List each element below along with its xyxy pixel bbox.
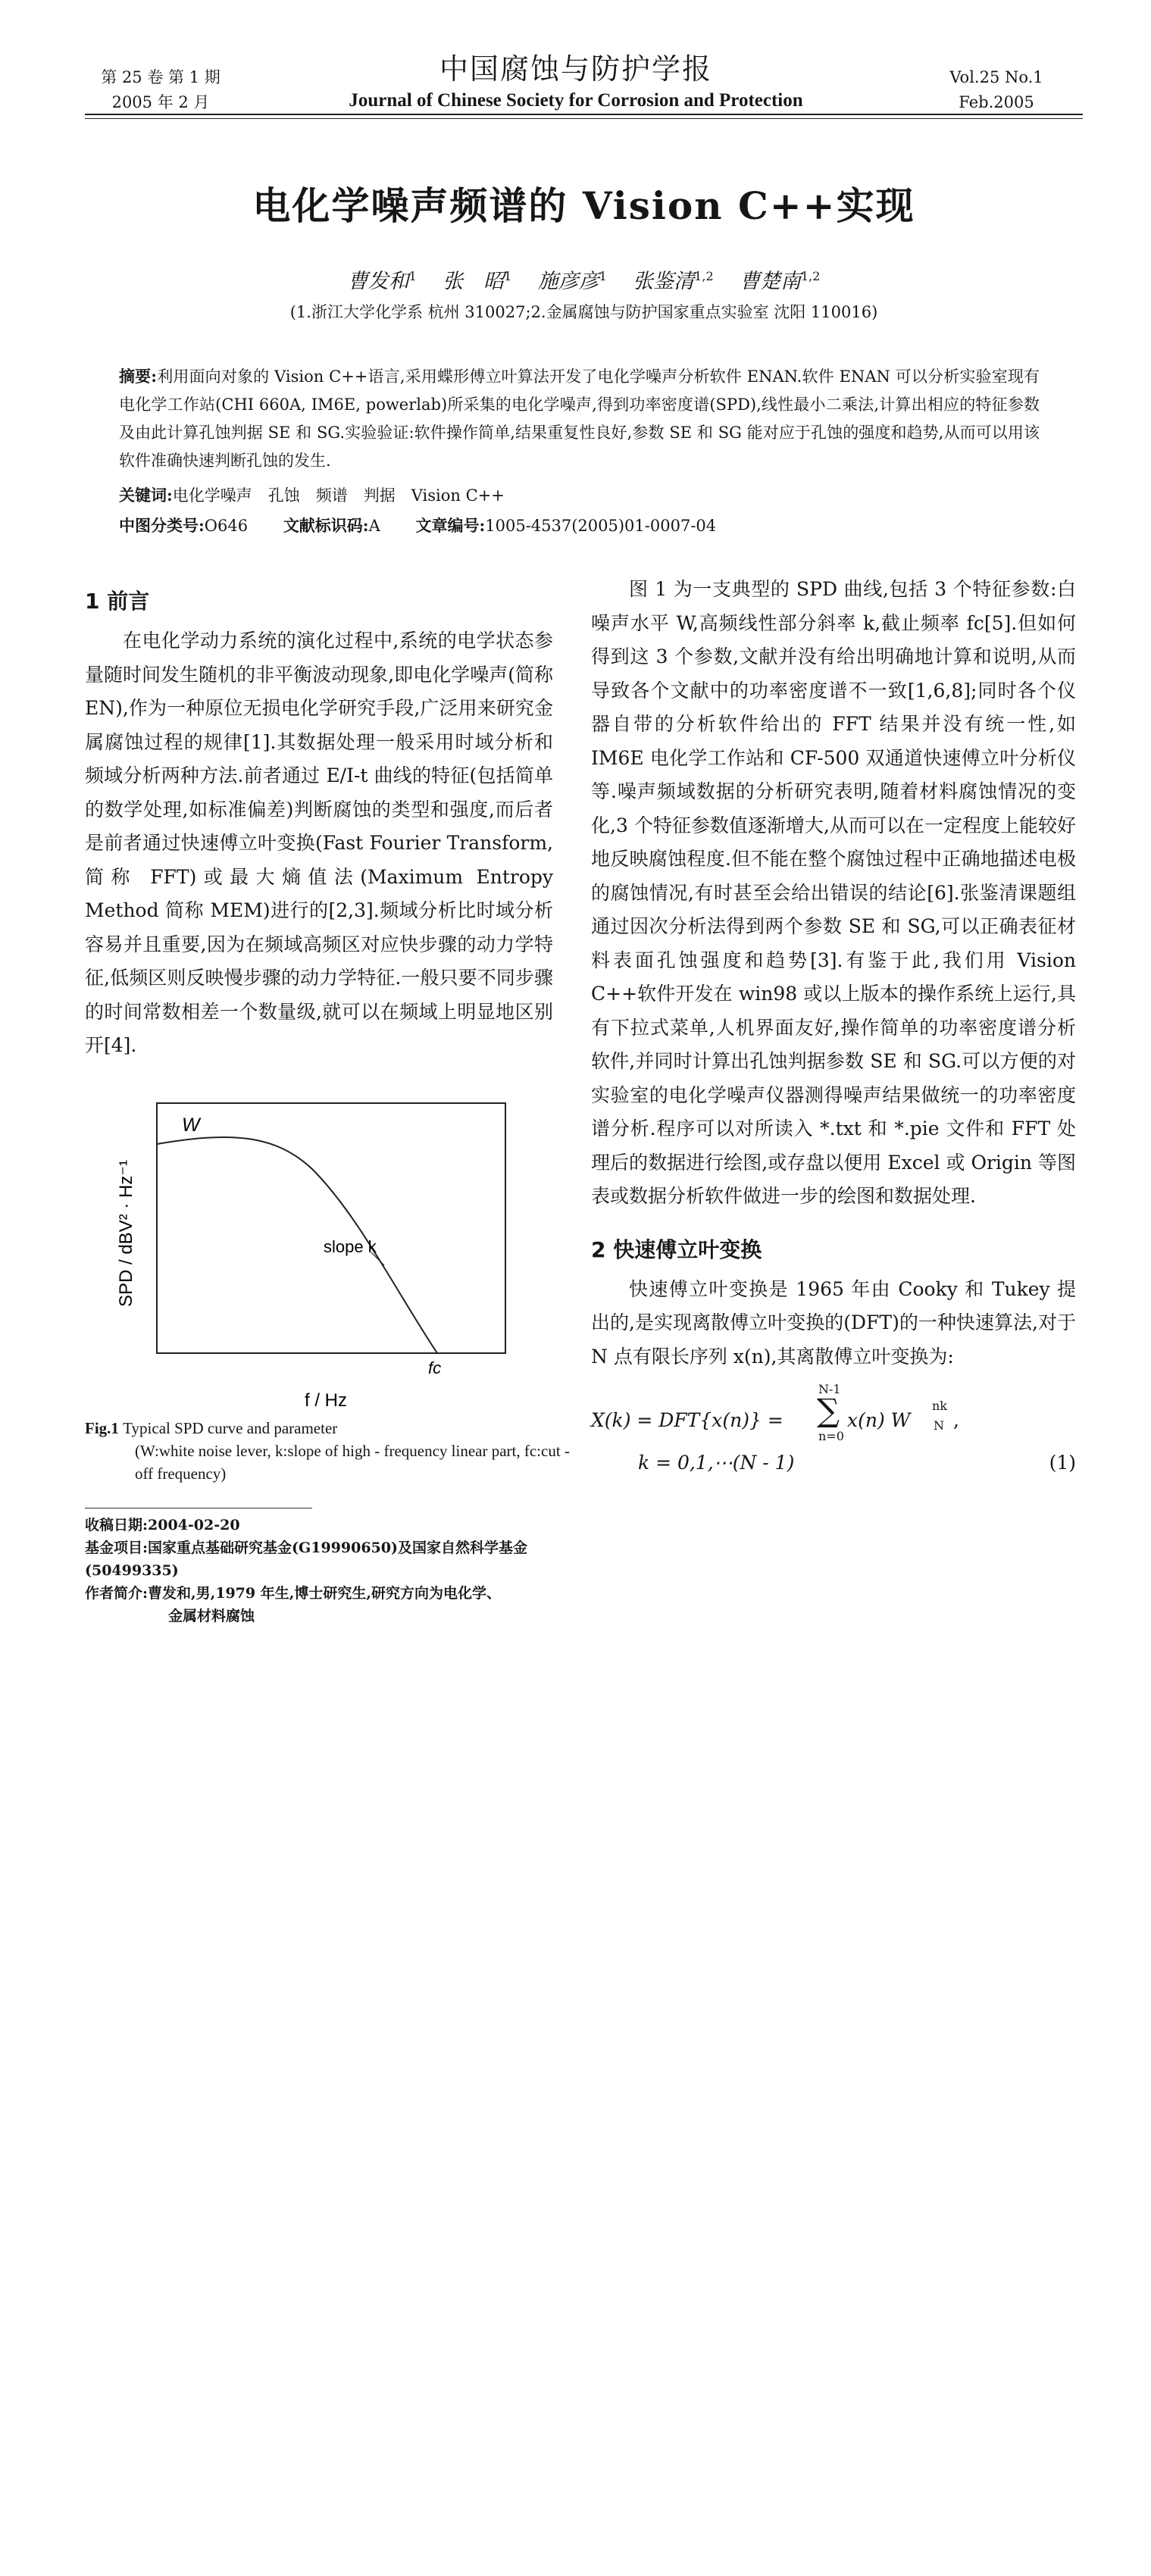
equation-rhs: x(n) W [847,1409,911,1431]
author-affiliation-mark: 1,2 [800,269,821,283]
author: 张 昭 [443,270,505,293]
journal-volume-en [909,65,1084,115]
paper-title: 电化学噪声频谱的 Vision C++实现 [252,183,915,228]
white-noise-label: W [182,1114,200,1136]
author-affiliation-mark: 1 [504,269,512,283]
figure-number: Fig.1 [85,1419,119,1437]
spd-curve [157,1137,437,1353]
abstract-text: 利用面向对象的 Vision C++语言,采用蝶形傅立叶算法开发了电化学噪声分析软件 ENAN.软件 ENAN 可以分析实验室现有电化学工作站(CHI 660A, IM6E, powerlab)所采集的电化学噪声,得到功率密度谱(SPD),线性最小二乘法,计算出相应的特征参数及由此计算孔蚀判据 SE 和 SG.实验验证:软件操作简单,结果重复性良好,参数 SE 和 SG 能对应于孔蚀的强度和趋势,从而可以用该软件准确快速判断孔蚀的发生. [119,367,1040,470]
x-axis-label: f / Hz [305,1390,348,1411]
equation-range: k = 0,1,⋯(N - 1) [638,1452,795,1474]
author-affiliation-mark: 1,2 [694,269,714,283]
doc-code: A [368,517,380,535]
author-list [85,261,1083,297]
journal-name [288,50,864,114]
journal-name-cn: 中国腐蚀与防护学报 [439,52,712,86]
equation-1 [591,1383,1076,1481]
volume-issue: 第 25 卷 第 1 期 [101,68,221,86]
slope-label: slope k [324,1237,377,1256]
twiddle-subscript: N [934,1418,944,1433]
issue-date-en: Feb.2005 [959,93,1034,111]
right-column [591,573,1076,1481]
summation-sign: ∑ [817,1392,840,1429]
twiddle-superscript: nk [932,1399,947,1413]
keywords-label: 关键词: [119,486,173,505]
journal-issue-info [85,65,236,115]
classification-line [119,512,1040,539]
header-rule-thin [85,118,1083,119]
equation-lhs: X(k) = DFT{x(n)} = [591,1409,783,1431]
section-heading-fft: 2 快速傅立叶变换 [591,1236,762,1262]
doc-code-label: 文献标识码: [283,516,369,535]
author-affiliation-mark: 1 [408,269,417,283]
author: 曹发和 [347,270,409,293]
intro-paragraph: 在电化学动力系统的演化过程中,系统的电学状态参量随时间发生随机的非平衡波动现象,即电化学噪声(简称 EN),作为一种原位无损电化学研究手段,广泛用来研究金属腐蚀过程的规律[1].其数据处理一般采用时域分析和频域分析两种方法.前者通过 E/I-t 曲线的特征(包括简单的数学处理,如标准偏差)判断腐蚀的类型和强度,而后者是前者通过快速傅立叶变换(Fast Fourier Transform,简称 FFT)或最大熵值法(Maximum Entropy Method 简称 MEM)进行的[2,3].频域分析比时域分析容易并且重要,因为在频域高频区对应快步骤的动力学特征,低频区则反映慢步骤的动力学特征.一般只要不同步骤的时间常数相差一个数量级,就可以在频域上明显地区别开[4]. [85,630,553,1056]
sum-upper-limit: N-1 [818,1382,841,1396]
equation-number: (1) [1049,1452,1076,1474]
figure-caption [85,1417,570,1485]
header-rule-thick [85,114,1083,115]
y-axis-label: SPD / dBV² · Hz⁻¹ [116,1159,136,1308]
caption-title: Typical SPD curve and parameter [123,1419,338,1437]
abstract [119,362,1040,475]
author: 张鉴清 [633,270,695,293]
journal-name-en: Journal of Chinese Society for Corrosion and Protection [349,90,803,111]
clc-label: 中图分类号: [119,516,205,535]
sum-lower-limit: n=0 [818,1429,844,1443]
section-heading-intro: 1 前言 [85,589,150,614]
article-number-label: 文章编号: [415,516,486,535]
clc-number: O646 [204,517,249,535]
volume-number-en: Vol.25 No.1 [949,68,1043,86]
author-bio-continued: 金属材料腐蚀 [168,1608,255,1624]
plot-frame [157,1103,505,1353]
equation-comma: , [953,1409,959,1431]
abstract-label: 摘要: [119,367,158,386]
funding: 基金项目:国家重点基础研究基金(G19990650)及国家自然科学基金(50499335) [85,1540,527,1579]
keywords [119,482,1040,509]
article-number: 1005-4537(2005)01-0007-04 [485,517,717,535]
cutoff-frequency-label: fc [428,1358,442,1377]
caption-legend: (W:white noise lever, k:slope of high - frequency linear part, fc:cut - off frequency) [135,1442,570,1483]
affiliations: (1.浙江大学化学系 杭州 310027;2.金属腐蚀与防护国家重点实验室 沈阳 110016) [289,303,878,321]
left-column [85,580,553,1063]
spd-paragraph: 图 1 为一支典型的 SPD 曲线,包括 3 个特征参数:白噪声水平 W,高频线性部分斜率 k,截止频率 fc[5].但如何得到这 3 个参数,文献并没有给出明确地计算和说明,从而导致各个文献中的功率密度谱不一致[1,6,8];同时各个仪器自带的分析软件给出的 FFT 结果并没有统一性,如 IM6E 电化学工作站和 CF-500 双通道快速傅立叶分析仪等.噪声频域数据的分析研究表明,随着材料腐蚀情况的变化,3 个特征参数值逐渐增大,从而可以在一定程度上能较好地反映腐蚀程度.但不能在整个腐蚀过程中正确地描述电极的腐蚀情况,有时甚至会给出错误的结论[6].张鉴清课题组通过因次分析法得到两个参数 SE 和 SG,可以正确表征材料表面孔蚀强度和趋势[3].有鉴于此,我们用 Vision C++软件开发在 win98 或以上版本的操作系统上运行,具有下拉式菜单,人机界面友好,操作简单的功率密度谱分析软件,并同时计算出孔蚀判据参数 SE 和 SG.可以方便的对实验室的电化学噪声仪器测得噪声结果做统一的功率密度谱分析.程序可以对所读入 *.txt 和 *.pie 文件和 FFT 处理后的数据进行绘图,或存盘以便用 Excel 或 Origin 等图表或数据分析软件做进一步的绘图和数据处理. [591,578,1076,1207]
footnotes [85,1514,570,1627]
spd-curve-figure [85,1097,553,1415]
author: 曹楚南 [739,270,801,293]
figure-1 [85,1097,553,1415]
keywords-text: 电化学噪声 孔蚀 频谱 判据 Vision C++ [172,486,505,505]
received-date: 收稿日期:2004-02-20 [85,1517,240,1533]
issue-date: 2005 年 2 月 [111,93,210,111]
author-affiliation-mark: 1 [599,269,607,283]
fft-paragraph: 快速傅立叶变换是 1965 年由 Cooky 和 Tukey 提出的,是实现离散傅立叶变换的(DFT)的一种快速算法,对于 N 点有限长序列 x(n),其离散傅立叶变换为: [591,1277,1076,1368]
author-bio: 作者简介:曹发和,男,1979 年生,博士研究生,研究方向为电化学、 [85,1585,501,1602]
author: 施彦彦 [537,270,599,293]
